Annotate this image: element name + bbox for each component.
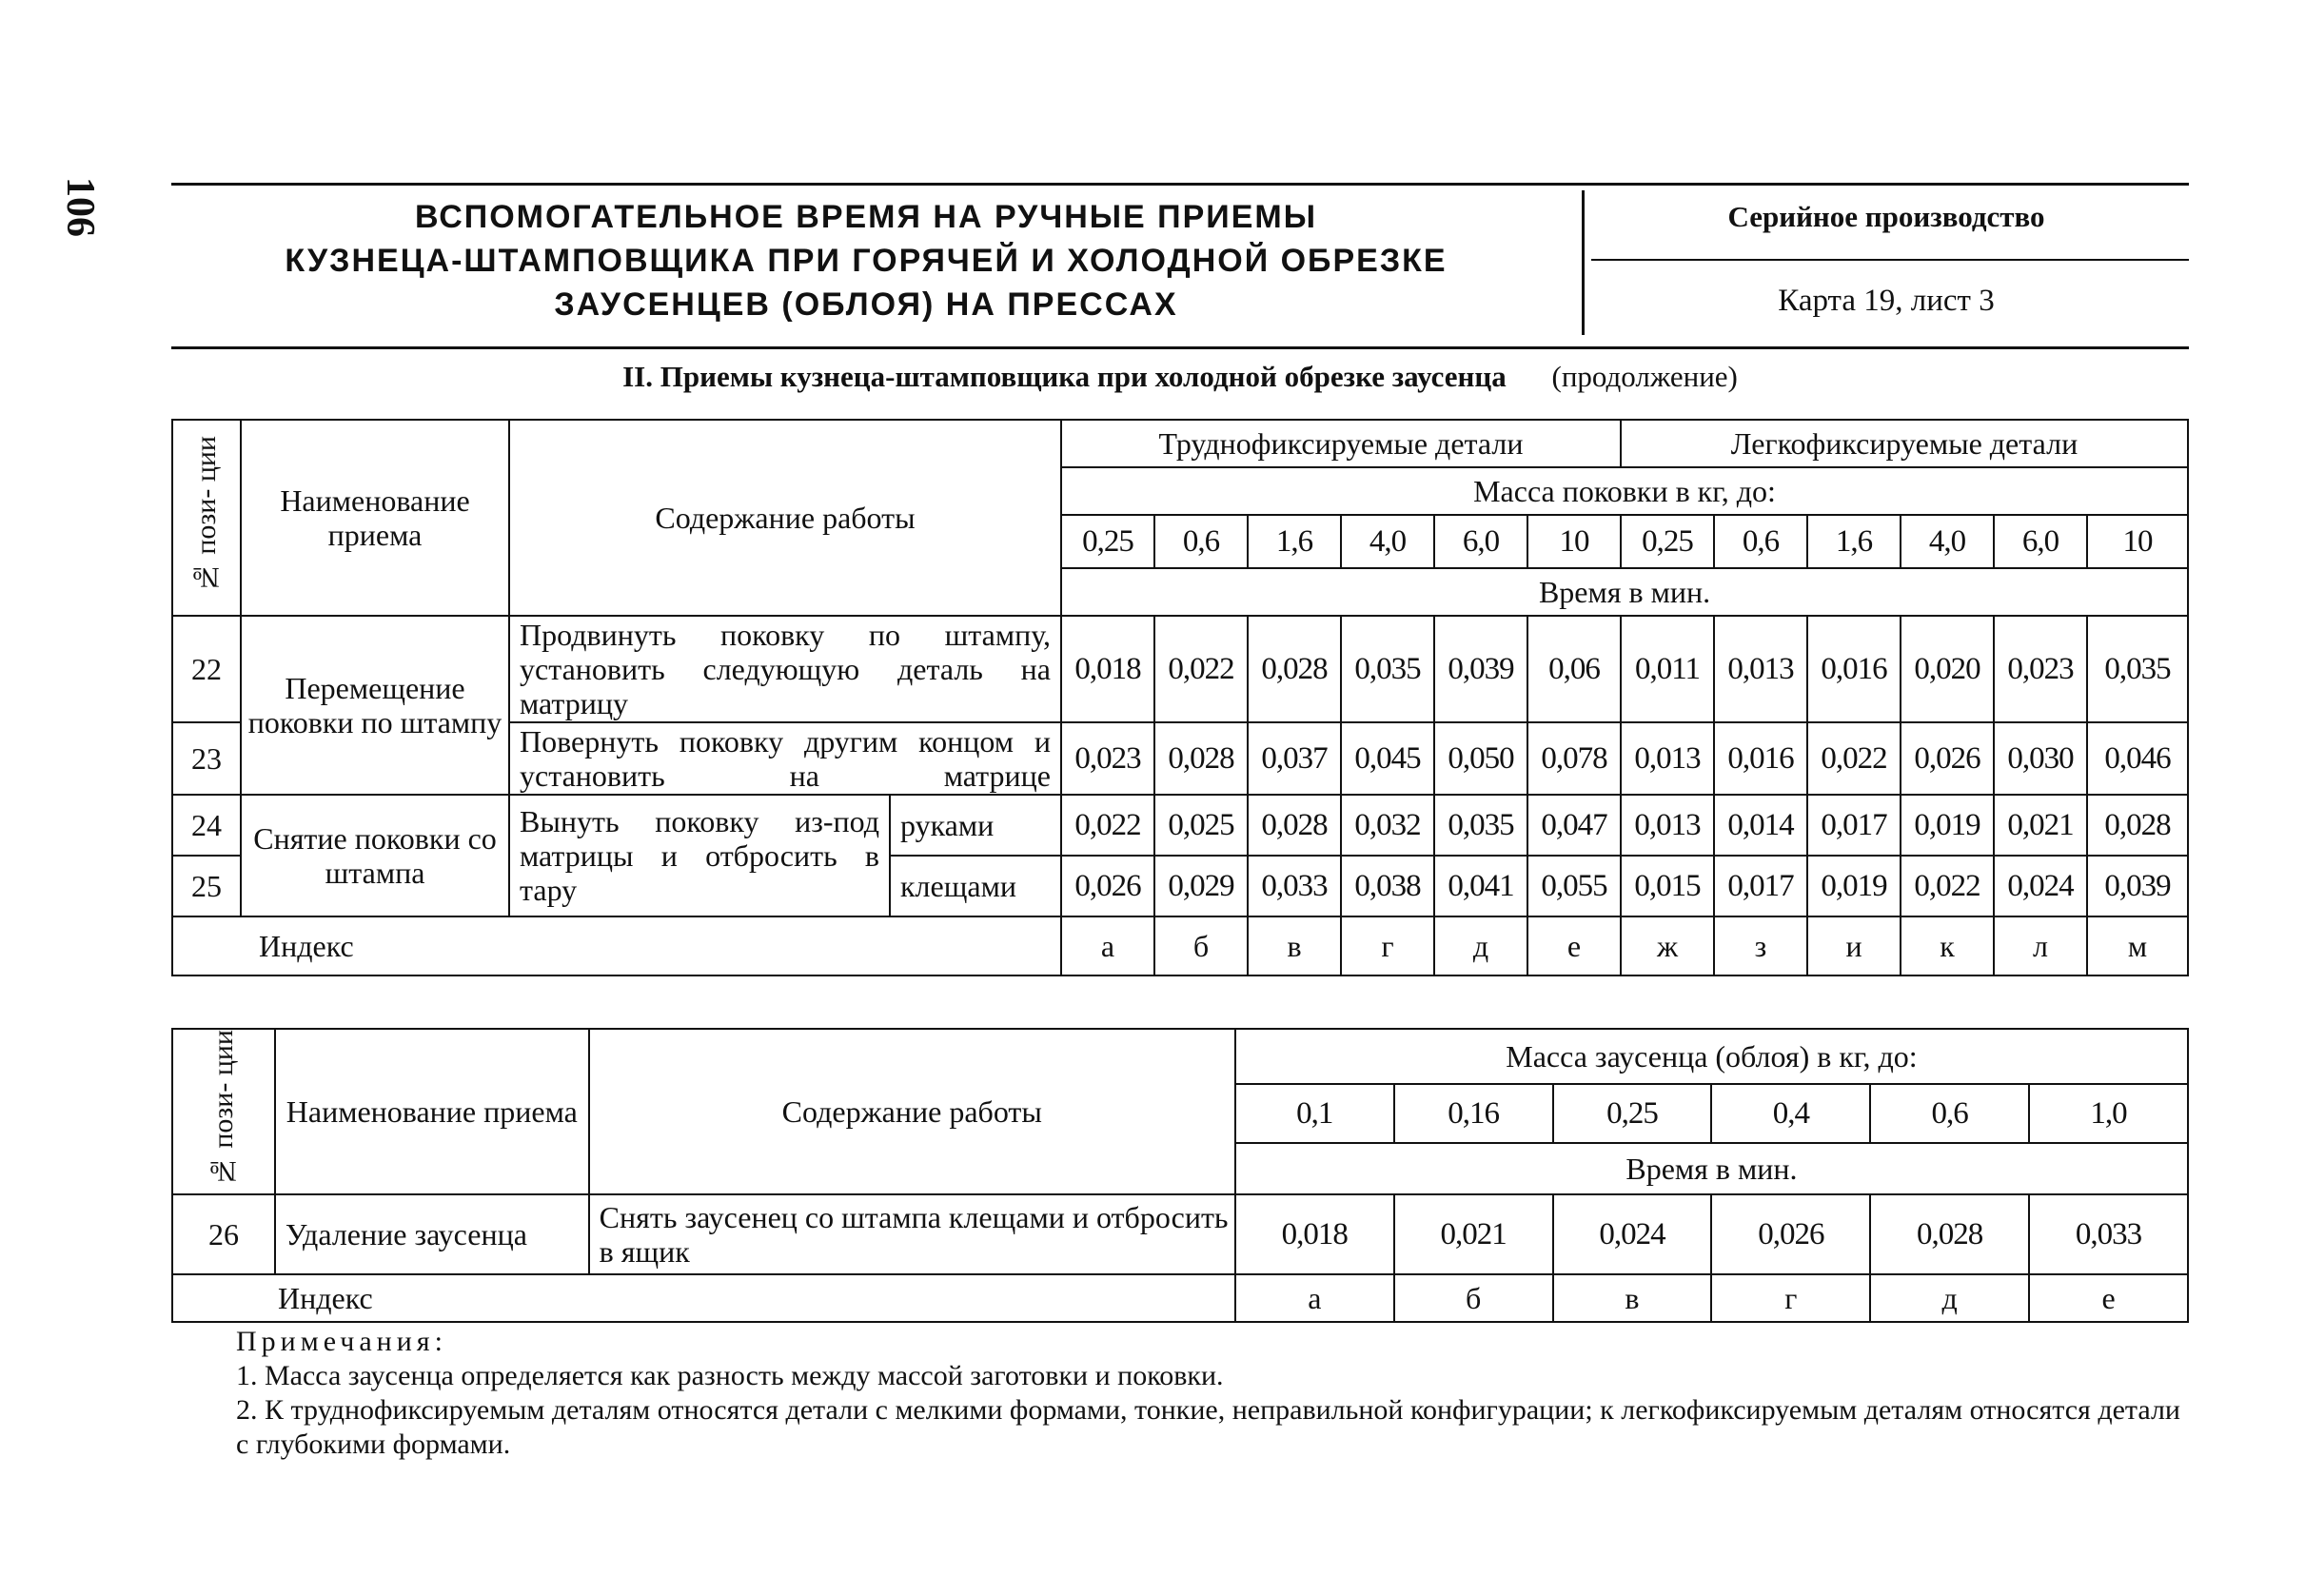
- section-title-suffix: (продолжение): [1551, 360, 1738, 393]
- value-cell: 0,020: [1901, 616, 1994, 722]
- value-cell: 0,039: [1434, 616, 1527, 722]
- mass-cell: 0,25: [1621, 515, 1714, 568]
- header-divider: [1582, 190, 1585, 335]
- index-cell: в: [1248, 916, 1341, 975]
- mass-label: Масса поковки в кг, до:: [1061, 467, 2188, 515]
- value-cell: 0,028: [1870, 1194, 2029, 1274]
- table-row: [172, 1194, 2188, 1274]
- row-name: Перемещение поковки по штампу: [241, 616, 509, 795]
- index-cell: и: [1807, 916, 1901, 975]
- value-cell: 0,024: [1553, 1194, 1712, 1274]
- table-burr-removal: [171, 1028, 2189, 1323]
- value-cell: 0,017: [1714, 856, 1807, 916]
- row-method: клещами: [890, 856, 1061, 916]
- header-right-rule: [1591, 259, 2189, 261]
- index-cell: д: [1870, 1274, 2029, 1322]
- value-cell: 0,023: [1061, 722, 1154, 795]
- value-cell: 0,021: [1994, 795, 2087, 856]
- title-line-2: КУЗНЕЦА-ШТАМПОВЩИКА ПРИ ГОРЯЧЕЙ И ХОЛОДНОЙ ОБРЕЗКЕ: [285, 243, 1448, 279]
- value-cell: 0,028: [1154, 722, 1248, 795]
- value-cell: 0,035: [2087, 616, 2188, 722]
- index-cell: б: [1154, 916, 1248, 975]
- mass-cell: 0,6: [1154, 515, 1248, 568]
- value-cell: 0,033: [2029, 1194, 2188, 1274]
- value-cell: 0,038: [1341, 856, 1434, 916]
- value-cell: 0,026: [1061, 856, 1154, 916]
- header-position: № пози- ции: [172, 1029, 275, 1194]
- mass-cell: 0,6: [1870, 1084, 2029, 1143]
- group-hard: Труднофиксируемые детали: [1061, 420, 1621, 467]
- table-hot-trim-methods: [171, 419, 2189, 976]
- index-cell: м: [2087, 916, 2188, 975]
- header-bottom-rule: [171, 346, 2189, 349]
- row-position: 26: [172, 1194, 275, 1274]
- mass-cell: 10: [1527, 515, 1621, 568]
- value-cell: 0,018: [1235, 1194, 1394, 1274]
- mass-cell: 1,6: [1807, 515, 1901, 568]
- header-name: Наименование приема: [275, 1029, 589, 1194]
- value-cell: 0,019: [1807, 856, 1901, 916]
- mass-cell: 1,0: [2029, 1084, 2188, 1143]
- value-cell: 0,045: [1341, 722, 1434, 795]
- mass-cell: 4,0: [1901, 515, 1994, 568]
- value-cell: 0,021: [1394, 1194, 1553, 1274]
- index-cell: л: [1994, 916, 2087, 975]
- value-cell: 0,030: [1994, 722, 2087, 795]
- value-cell: 0,050: [1434, 722, 1527, 795]
- title-line-1: ВСПОМОГАТЕЛЬНОЕ ВРЕМЯ НА РУЧНЫЕ ПРИЕМЫ: [414, 199, 1318, 235]
- value-cell: 0,022: [1154, 616, 1248, 722]
- notes: [236, 1325, 2187, 1462]
- section-title: [171, 360, 2189, 394]
- row-position: 24: [172, 795, 241, 856]
- value-cell: 0,078: [1527, 722, 1621, 795]
- group-easy: Легкофиксируемые детали: [1621, 420, 2188, 467]
- mass-cell: 4,0: [1341, 515, 1434, 568]
- value-cell: 0,06: [1527, 616, 1621, 722]
- mass-cell: 0,16: [1394, 1084, 1553, 1143]
- index-cell: к: [1901, 916, 1994, 975]
- index-cell: д: [1434, 916, 1527, 975]
- table-row: [172, 795, 2188, 856]
- row-position: 22: [172, 616, 241, 722]
- table-row: [172, 616, 2188, 722]
- card-number: Карта 19, лист 3: [1778, 284, 1995, 318]
- index-row: [172, 916, 2188, 975]
- page-title: [171, 195, 1561, 326]
- value-cell: 0,024: [1994, 856, 2087, 916]
- value-cell: 0,015: [1621, 856, 1714, 916]
- row-name: Снятие поковки со штампа: [241, 795, 509, 916]
- section-title-text: II. Приемы кузнеца-штамповщика при холодной обрезке заусенца: [622, 360, 1507, 393]
- notes-heading: Примечания:: [236, 1326, 447, 1357]
- header-top-rule: [171, 183, 2189, 186]
- value-cell: 0,032: [1341, 795, 1434, 856]
- mass-cell: 0,6: [1714, 515, 1807, 568]
- row-position: 23: [172, 722, 241, 795]
- mass-cell: 0,1: [1235, 1084, 1394, 1143]
- value-cell: 0,041: [1434, 856, 1527, 916]
- mass-cell: 0,4: [1711, 1084, 1870, 1143]
- row-name: Удаление заусенца: [275, 1194, 589, 1274]
- header-content: Содержание работы: [589, 1029, 1235, 1194]
- index-cell: е: [1527, 916, 1621, 975]
- index-cell: е: [2029, 1274, 2188, 1322]
- index-cell: а: [1061, 916, 1154, 975]
- value-cell: 0,037: [1248, 722, 1341, 795]
- index-cell: г: [1341, 916, 1434, 975]
- index-cell: а: [1235, 1274, 1394, 1322]
- value-cell: 0,023: [1994, 616, 2087, 722]
- row-content: Продвинуть поковку по штампу, установить следующую деталь на матрицу: [509, 616, 1061, 722]
- index-cell: з: [1714, 916, 1807, 975]
- value-cell: 0,028: [2087, 795, 2188, 856]
- title-line-3: ЗАУСЕНЦЕВ (ОБЛОЯ) НА ПРЕССАХ: [554, 286, 1178, 323]
- mass-cell: 6,0: [1434, 515, 1527, 568]
- value-cell: 0,013: [1621, 795, 1714, 856]
- value-cell: 0,055: [1527, 856, 1621, 916]
- index-label: Индекс: [172, 1274, 1235, 1322]
- time-label: Время в мин.: [1061, 568, 2188, 616]
- note-item: 2. К труднофиксируемым деталям относятся детали с мелкими формами, тонкие, неправильной конфигурации; к легкофиксируемым деталям относятся детали с глубокими формами.: [236, 1394, 2180, 1460]
- value-cell: 0,013: [1714, 616, 1807, 722]
- value-cell: 0,039: [2087, 856, 2188, 916]
- index-label: Индекс: [172, 916, 1061, 975]
- index-cell: ж: [1621, 916, 1714, 975]
- note-item: 1. Масса заусенца определяется как разность между массой заготовки и поковки.: [236, 1360, 1224, 1391]
- value-cell: 0,035: [1434, 795, 1527, 856]
- value-cell: 0,022: [1807, 722, 1901, 795]
- page-number: 106: [58, 177, 102, 237]
- value-cell: 0,026: [1901, 722, 1994, 795]
- value-cell: 0,033: [1248, 856, 1341, 916]
- row-position: 25: [172, 856, 241, 916]
- value-cell: 0,016: [1807, 616, 1901, 722]
- row-content: Снять заусенец со штампа клещами и отбросить в ящик: [589, 1194, 1235, 1274]
- value-cell: 0,025: [1154, 795, 1248, 856]
- value-cell: 0,026: [1711, 1194, 1870, 1274]
- time-label: Время в мин.: [1235, 1143, 2188, 1194]
- header-name: Наименование приема: [241, 420, 509, 616]
- index-cell: б: [1394, 1274, 1553, 1322]
- value-cell: 0,013: [1621, 722, 1714, 795]
- row-content: Вынуть поковку из-под матрицы и отбросить в тару: [509, 795, 890, 916]
- row-content: Повернуть поковку другим концом и установить на матрице: [509, 722, 1061, 795]
- value-cell: 0,047: [1527, 795, 1621, 856]
- mass-cell: 0,25: [1553, 1084, 1712, 1143]
- mass-cell: 10: [2087, 515, 2188, 568]
- value-cell: 0,014: [1714, 795, 1807, 856]
- value-cell: 0,016: [1714, 722, 1807, 795]
- index-cell: в: [1553, 1274, 1712, 1322]
- value-cell: 0,019: [1901, 795, 1994, 856]
- header-position: № пози- ции: [172, 420, 241, 616]
- value-cell: 0,022: [1061, 795, 1154, 856]
- index-row: [172, 1274, 2188, 1322]
- value-cell: 0,029: [1154, 856, 1248, 916]
- header-content: Содержание работы: [509, 420, 1061, 616]
- value-cell: 0,022: [1901, 856, 1994, 916]
- value-cell: 0,028: [1248, 795, 1341, 856]
- row-method: руками: [890, 795, 1061, 856]
- mass-label: Масса заусенца (облоя) в кг, до:: [1235, 1029, 2188, 1084]
- value-cell: 0,017: [1807, 795, 1901, 856]
- mass-cell: 0,25: [1061, 515, 1154, 568]
- production-type: Серийное производство: [1727, 200, 2045, 233]
- value-cell: 0,046: [2087, 722, 2188, 795]
- mass-cell: 6,0: [1994, 515, 2087, 568]
- mass-cell: 1,6: [1248, 515, 1341, 568]
- value-cell: 0,018: [1061, 616, 1154, 722]
- value-cell: 0,011: [1621, 616, 1714, 722]
- index-cell: г: [1711, 1274, 1870, 1322]
- value-cell: 0,035: [1341, 616, 1434, 722]
- value-cell: 0,028: [1248, 616, 1341, 722]
